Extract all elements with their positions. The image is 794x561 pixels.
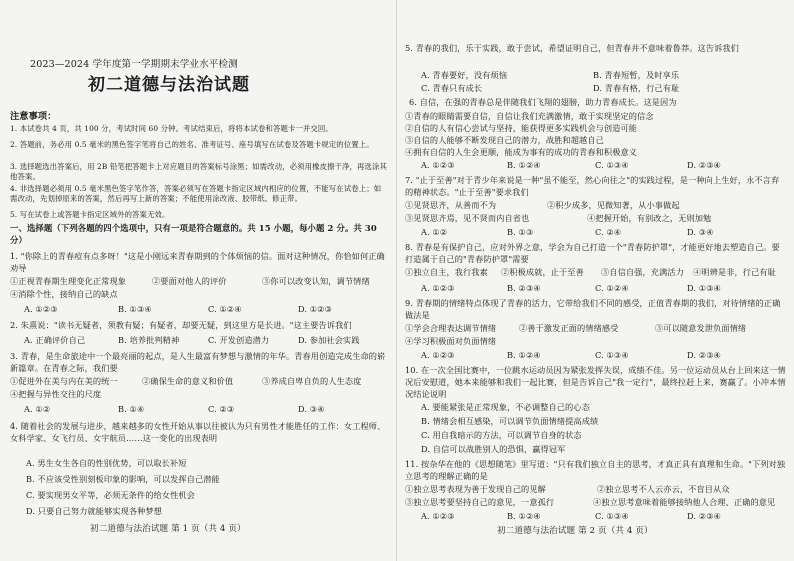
page-title: 初二道德与法治试题 <box>88 75 250 95</box>
statement: ④学习积极面对负面情绪 <box>405 336 497 346</box>
statement: ①促进外在美与内在美的统一 <box>10 376 118 386</box>
option: A. 正确评价自己 <box>24 335 86 345</box>
statement: ③独立思考要坚持自己的意见，一意孤行 <box>405 497 555 507</box>
option: D. ①③④ <box>687 283 722 293</box>
question-stem: 9. 青春期的情绪特点体现了青春的活力，它带给我们不同的感受，正值青春期的我们，对待情绪的正确做法是 <box>405 298 781 320</box>
statement: ①学会合理表达调节情绪 <box>405 323 497 333</box>
notice-item: 1. 本试卷共 4 页，共 100 分，考试时间 60 分钟。考试结束后，将将本试卷和答题卡一并交回。 <box>10 124 333 133</box>
option: A. 男生女生各自的性别优势，可以取长补短 <box>26 458 187 468</box>
question-stem: 3. 青春，是生命旅途中一个最亮丽的起点，是人生最富有梦想与激情的年华。青春用创造完成生命的崭新篇章。在青春之际，我们要 <box>10 351 386 373</box>
statement: ②积极成就，止于至善 <box>501 267 584 277</box>
option: A. ①② <box>421 227 448 237</box>
option: B. 青春短暂，及时享乐 <box>593 70 680 80</box>
statement: ②要面对他人的评价 <box>152 276 227 286</box>
option: C. ①③④ <box>595 160 629 170</box>
statement: ④消除个性，接纳自己的缺点 <box>10 289 118 299</box>
statement: ③见贤思齐焉，见不贤而内自省也 <box>405 213 530 223</box>
statement: ④把握与异性交往的尺度 <box>10 389 102 399</box>
option: A. ①②③ <box>421 511 455 521</box>
option: D. ③④ <box>687 227 714 237</box>
option: C. ①③④ <box>595 511 629 521</box>
option: B. ①③④ <box>118 304 152 314</box>
notice-item: 3. 选择题选出答案后，用 2B 铅笔把答题卡上对应题目的答案标号涂黑；如需改动，必须用橡皮擦干净，再选涂其他答案。 <box>10 162 387 181</box>
option: B. ②③④ <box>507 283 541 293</box>
statement: ①独立自主，我行我素 <box>405 267 488 277</box>
option: B. ①②④ <box>507 350 541 360</box>
statement: ④独立思考意味着能够接纳他人合理、正确的意见 <box>593 497 776 507</box>
statement: ④明辨是非，行己有耻 <box>693 267 776 277</box>
option: A. ①②③ <box>24 304 58 314</box>
exam-line: 2023—2024 学年度第一学期期末学业水平检测 <box>30 59 238 70</box>
notice-item: 5. 写在试卷上或答题卡指定区域外的答案无效。 <box>10 210 170 219</box>
option: C. 开发创造潜力 <box>208 335 270 345</box>
option: B. ①②④ <box>507 511 541 521</box>
page-footer: 初二道德与法治试题 第 1 页（共 4 页） <box>90 524 246 534</box>
statement: ④把握开始，有别改之，无则加勉 <box>587 213 712 223</box>
option: D. ②③④ <box>687 160 722 170</box>
question-stem: 8. 青春是有保护自己，应对外界之意，学会为自己打造一个"青春防护罩"，才能更好地去塑造自己。要打造属于自己的"青春防护罩"需要 <box>405 242 780 264</box>
question-stem: 10. 在一次全国比赛中，一位跳水运动员因为紧张发挥失误，成绩不佳。另一位运动员从台上回来这一情况后安慰道，她本来能够和我们一起比赛，但是告诉自己"我一定行"，最终拉赶上来，赛赢了。小冲本情况结论说明 <box>405 365 786 399</box>
statement: ④拥有自信的人生会更顺，能成为事有的成功的青春和积极意义 <box>405 147 638 157</box>
statement: ②确保生命的意义和价值 <box>142 376 234 386</box>
option: D. 青春有格，行己有耻 <box>593 83 680 93</box>
statement: ②善于激发正面的情绪感受 <box>519 323 619 333</box>
notice-item: 4. 非选择题必须用 0.5 毫米黑色签字笔作答，答案必须写在答题卡指定区域内相应的位置，不能写在试卷上；如需改动，先划掉原来的答案，然后再写上新的答案；不能使用涂改液、胶带纸、修正带。 <box>10 184 382 203</box>
statement: ③可以随意发泄负面情绪 <box>655 323 747 333</box>
statement: ①青春的眼睛需要自信，自信让我们充满激情，敢于实现坚定的信念 <box>405 111 654 121</box>
statement: ③自信的人能够不断发现自己的潜力，战胜和超越自己 <box>405 135 604 145</box>
option: D. ②③④ <box>687 511 722 521</box>
question-stem: 7. "止于至善"对于青少年来说是一种"虽不能至，然心向往之"的实践过程，是一种向上生好，永不言弃的精神状态。"止于至善"要求我们 <box>405 175 780 197</box>
option: D. ①②③ <box>298 304 333 314</box>
notice-heading: 注意事项： <box>10 111 57 122</box>
option: C. ①②④ <box>208 304 242 314</box>
option: B. ①③ <box>507 227 534 237</box>
option: A. ①②③ <box>421 160 455 170</box>
option: C. ①③④ <box>595 350 629 360</box>
statement: ①独立思考表现为善于发现自己的见解 <box>405 484 546 494</box>
option: C. 用自我暗示的方法，可以调节自身的状态 <box>421 430 582 440</box>
option: D. ②③④ <box>687 350 722 360</box>
option: D. ③④ <box>298 404 325 414</box>
option: B. ①②④ <box>507 160 541 170</box>
option: B. 情绪会相互感染，可以调节负面情绪提高成绩 <box>421 416 599 426</box>
option: C. 要实现男女平等，必须无条件的给女性机会 <box>26 490 195 500</box>
question-stem: 1. "你除上的青春痘有点多呀！"这是小刚远来青春期到的个体烦恼的信。面对这种情况，你恰如何正确劝导 <box>10 251 385 273</box>
option: D. 自信可以战胜别人的恐惧，赢得冠军 <box>421 444 566 454</box>
statement: ③自信自强，充满活力 <box>601 267 684 277</box>
option: C. ②④ <box>595 227 622 237</box>
notice-item: 2. 答题前，务必用 0.5 毫米的黑色签字笔将自己的姓名、准考证号、座号填写在试卷及答题卡规定的位置上。 <box>10 140 374 149</box>
question-stem: 5. 青春的我们，乐于实践，敢于尝试，希望证明自己，但青春并不意味着鲁莽。这告诉我们 <box>405 43 739 53</box>
option: A. ①②③ <box>421 283 455 293</box>
statement: ②自信的人有信心尝试与坚持，能获得更多实践机会与创造可能 <box>405 123 638 133</box>
option: A. ①②③ <box>421 350 455 360</box>
statement: ①见贤思齐，从善而不为 <box>405 200 497 210</box>
option: C. ①②④ <box>595 283 629 293</box>
option: A. 要能紧张是正常现象，不必调整自己的心态 <box>421 402 590 412</box>
option: D. 只要自己努力就能够实现各种梦想 <box>26 506 163 516</box>
option: C. ②③ <box>208 404 235 414</box>
option: B. ①④ <box>118 404 145 414</box>
section1-heading: 一、选择题（下列各题的四个选项中，只有一项是符合题意的。共 15 小题，每小题 2 分。共 30 分） <box>10 223 377 245</box>
page-footer: 初二道德与法治试题 第 2 页（共 4 页） <box>497 526 653 536</box>
question-stem: 2. 朱熹说："读书无疑者，须教有疑；有疑者，却要无疑，到这里方是长进。"这主要告诉我们 <box>10 320 352 330</box>
right-page <box>397 0 794 561</box>
option: B. 不应该受性别刻板印象的影响，可以发挥自己潜能 <box>26 474 220 484</box>
question-stem: 6. 自信，在强的青春总是伴随我们飞翔的翅膀，助力青春成长。这是因为 <box>409 97 677 107</box>
question-stem: 11. 按杂华在他的《思想随笔》里写道："只有我们独立自主的思考，才真正具有真理和生命。"下列对独立思考的理解正确的是 <box>405 459 786 481</box>
option: C. 青春只有成长 <box>421 83 483 93</box>
statement: ②积少成多，见微知著，从小事做起 <box>547 200 680 210</box>
statement: ①正视青春期生理变化正常现象 <box>10 276 127 286</box>
question-stem: 4. 随着社会的发展与进步，越来越多的女性开始从事以往被认为只有男性才能胜任的工作：女工程师、女科学家、女飞行员、女宇航员……这一变化的出现表明 <box>10 421 386 443</box>
statement: ②独立思考不人云亦云，不盲目从众 <box>597 484 730 494</box>
option: A. ①② <box>24 404 51 414</box>
option: D. 参加社会实践 <box>298 335 360 345</box>
option: A. 青春要好，没有烦恼 <box>421 70 508 80</box>
statement: ③养成自卑自负的人生态度 <box>262 376 362 386</box>
option: B. 培养批判精神 <box>118 335 180 345</box>
statement: ③你可以改变认知，调节情绪 <box>262 276 370 286</box>
